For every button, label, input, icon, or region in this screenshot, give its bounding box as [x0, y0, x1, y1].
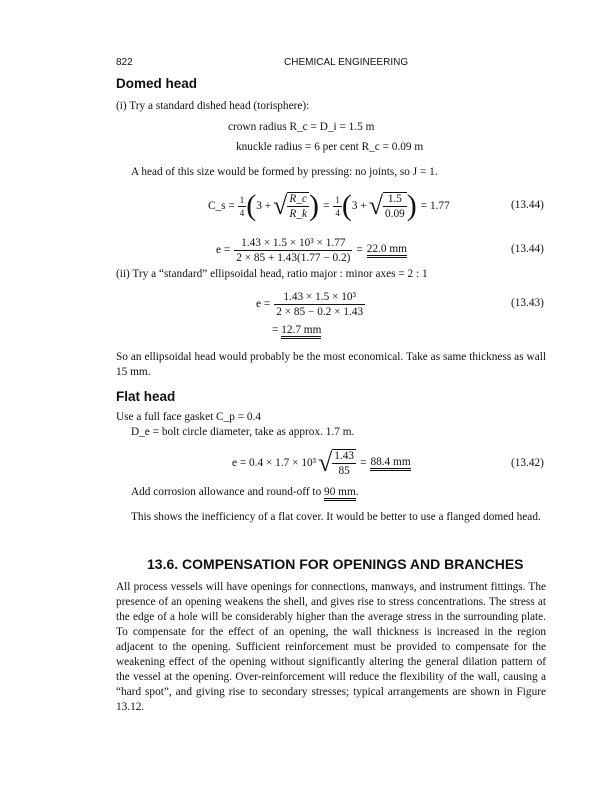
sqrt-sign-3: √	[318, 448, 333, 477]
crown-radius-line: crown radius R_c = D_i = 1.5 m	[228, 121, 375, 133]
ellipsoidal-conclusion: So an ellipsoidal head would probably be the most economical. Take as same thickness as wall 15 mm.	[116, 351, 546, 378]
sqrt-sign-2: √	[368, 191, 383, 220]
pressing-note: A head of this size would be formed by pressing: no joints, so J = 1.	[131, 166, 438, 178]
e2-numerator: 1.43 × 1.5 × 10³	[274, 291, 365, 305]
flat-cover-inefficiency: This shows the inefficiency of a flat cover. It would be better to use a flanged domed head.	[131, 511, 541, 523]
flat-head-line1: Use a full face gasket C_p = 0.4	[116, 411, 262, 423]
rc-over-rk: $\frac{R\_c}{R\_k}$	[289, 193, 307, 220]
cs-quarter-fraction: $\frac{1}{4}$	[239, 194, 245, 218]
equation-e-flat	[232, 445, 411, 481]
e3-result: 88.4 mm	[370, 456, 410, 471]
e2-lhs: e =	[256, 298, 271, 310]
value-fraction: $\frac{1.5}{0.09}$	[384, 193, 405, 220]
running-title: CHEMICAL ENGINEERING	[284, 57, 409, 68]
section-heading: 13.6. COMPENSATION FOR OPENINGS AND BRANCHES	[147, 556, 524, 572]
e3-lhs: e = 0.4 × 1.7 × 10³	[232, 457, 316, 469]
flat-head-heading: Flat head	[116, 389, 176, 404]
e2-denominator: 2 × 85 − 0.2 × 1.43	[276, 305, 364, 318]
cs-three-plus: 3 +	[256, 200, 272, 212]
cs-result: = 1.77	[420, 200, 450, 212]
e2-fraction	[274, 291, 365, 318]
e2-result-line	[272, 324, 321, 336]
equation-number-4: (13.42)	[511, 457, 544, 469]
equation-e-dished	[216, 233, 407, 267]
sqrt-sign: √	[273, 191, 288, 220]
allowance-value: 90 mm	[324, 486, 356, 501]
equation-e-ellipsoidal	[256, 287, 365, 321]
equation-number-3: (13.43)	[511, 297, 544, 309]
right-paren: )	[308, 189, 319, 222]
allowance-suffix: .	[355, 486, 359, 498]
item-ii-text: (ii) Try a “standard” ellipsoidal head, ratio major : minor axes = 2 : 1	[116, 268, 428, 280]
e3-equals: =	[360, 457, 367, 469]
left-paren: (	[246, 189, 257, 222]
e1-numerator: 1.43 × 1.5 × 10³ × 1.77	[234, 237, 352, 251]
allowance-prefix: Add corrosion allowance and round-off to	[131, 486, 322, 498]
item-i-text: (i) Try a standard dished head (torisphere):	[116, 100, 310, 112]
cs-equals: =	[322, 200, 330, 212]
right-paren-2: )	[406, 189, 417, 222]
equation-number-1: (13.44)	[511, 199, 544, 211]
e2-equals: =	[272, 324, 279, 336]
equation-number-2: (13.44)	[511, 243, 544, 255]
cs-three-plus-2: 3 +	[351, 200, 367, 212]
e3-fraction: $\frac{1.43}{85}$	[334, 450, 355, 477]
allowance-line	[131, 485, 359, 500]
e1-lhs: e =	[216, 244, 231, 256]
cs-lhs: C_s =	[208, 200, 235, 212]
equation-cs	[208, 184, 450, 228]
section-paragraph: All process vessels will have openings for connections, manways, and instrument fittings. The presence of an opening weakens the shell, and gives rise to stress concentrations. The stress at the edge of a hole will be considerably higher than the average stress in the surrounding plate. To compensate for the effect of an opening, the wall thickness is increased in the region adjacent to the opening. Sufficient reinforcement must be provided to compensate for the weakening effect of the opening without significantly altering the general dilation pattern of the vessel at the opening. Over-reinforcement will reduce the flexibility of the wall, causing a “hard spot”, and giving rise to secondary stresses; typical arrangements are shown in Figure 13.12.	[116, 581, 546, 713]
cs-quarter-fraction-2: $\frac{1}{4}$	[335, 194, 340, 218]
domed-head-heading: Domed head	[116, 76, 198, 91]
e1-fraction	[234, 237, 352, 264]
flat-head-line2: D_e = bolt circle diameter, take as approx. 1.7 m.	[131, 426, 355, 438]
e1-denominator: 2 × 85 + 1.43(1.77 − 0.2)	[236, 251, 351, 264]
e2-result: 12.7 mm	[281, 324, 321, 339]
e1-equals: =	[356, 244, 363, 256]
page-number: 822	[116, 57, 133, 68]
knuckle-radius-line: knuckle radius = 6 per cent R_c = 0.09 m	[236, 141, 424, 153]
left-paren-2: (	[341, 189, 352, 222]
e1-result: 22.0 mm	[367, 243, 407, 258]
